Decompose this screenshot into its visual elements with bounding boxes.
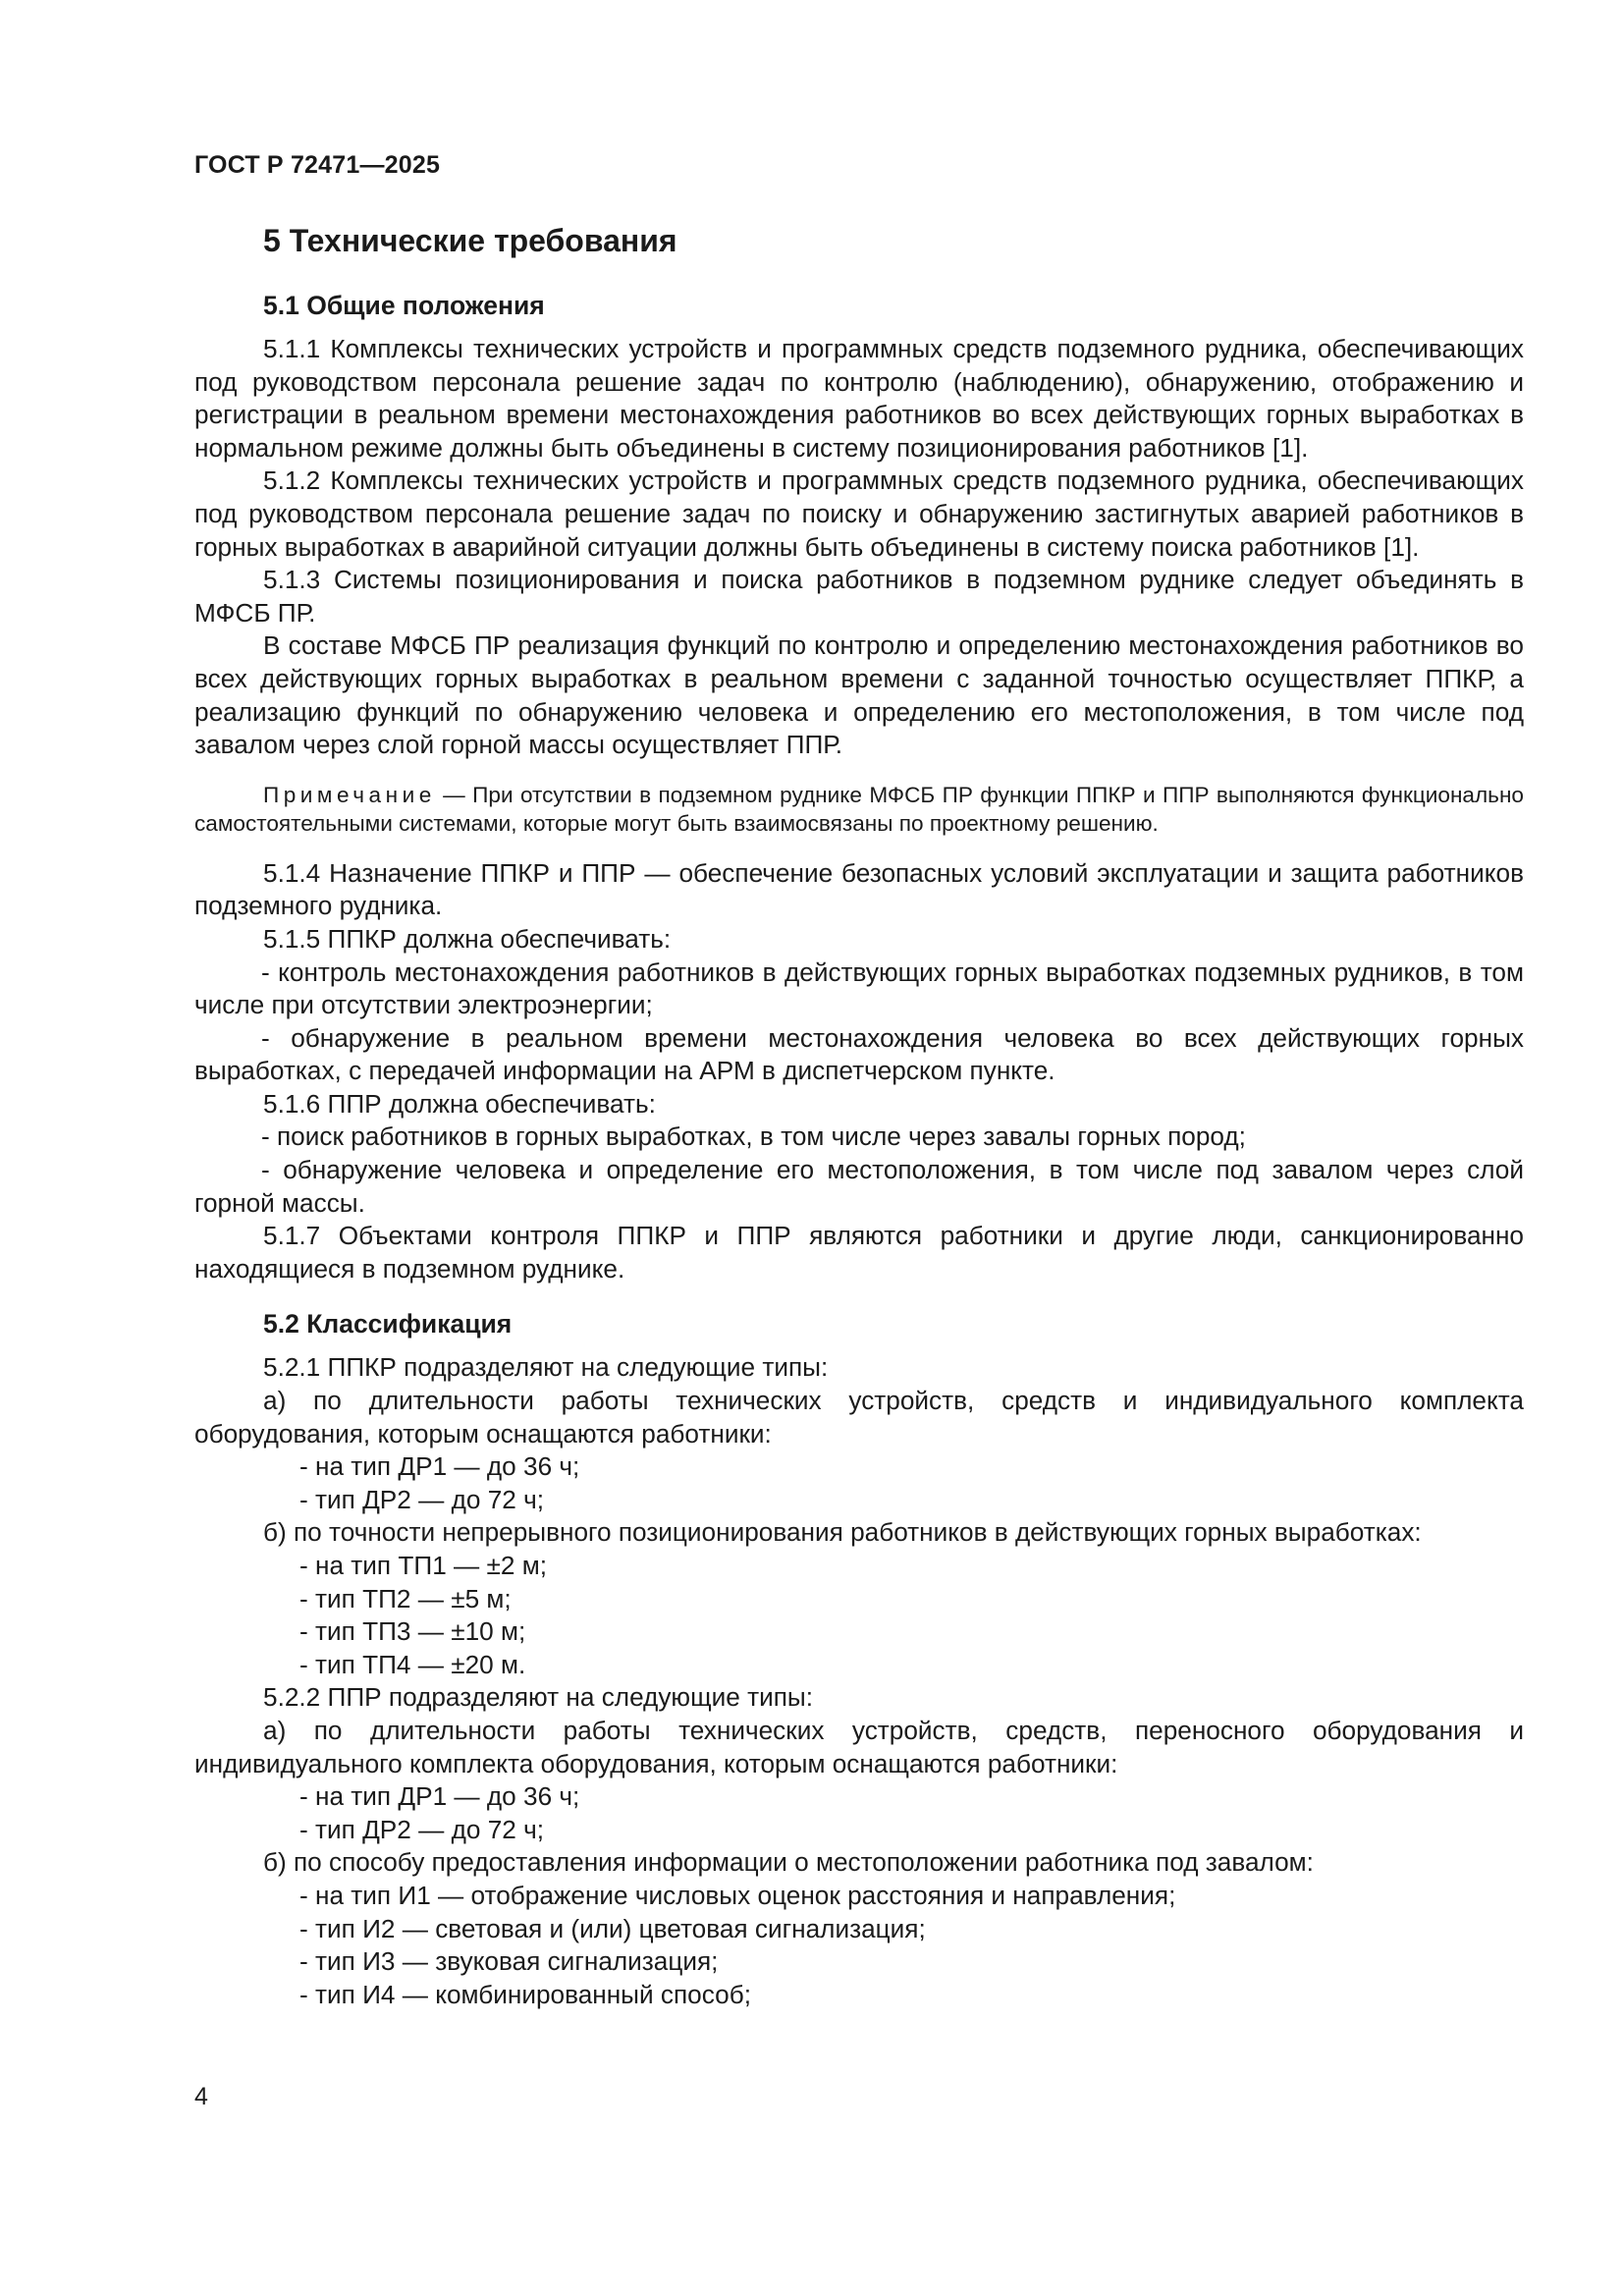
subsection-title-general: 5.1 Общие положения <box>263 291 545 320</box>
list-item: - тип ДР2 — до 72 ч; <box>299 1484 545 1514</box>
paragraph-mfsb-composition: В составе МФСБ ПР реализация функций по контролю и определению местонахождения работников во всех действующих горных выработках в реальном времени с заданной точностью осуществляет ППКР, а реализацию функций по обнаружению человека и определению его местоположения, в том числе под завалом через слой горной массы осуществляет ППР. <box>194 630 1524 760</box>
paragraph-5-2-1: 5.2.1 ППКР подразделяют на следующие типы: <box>263 1352 829 1383</box>
list-item: - обнаружение в реальном времени местонахождения человека во всех действующих горных выработках, с передачей информации на АРМ в диспетчерском пункте. <box>194 1022 1524 1086</box>
list-item: - тип ТП3 — ±10 м; <box>299 1616 526 1647</box>
paragraph-5-1-5: 5.1.5 ППКР должна обеспечивать: <box>263 923 672 954</box>
list-item: - контроль местонахождения работников в действующих горных выработках подземных рудников, в том числе при отсутствии электроэнергии; <box>194 957 1524 1020</box>
paragraph-5-1-2: 5.1.2 Комплексы технических устройств и программных средств подземного рудника, обеспечивающих под руководством персонала решение задач по поиску и обнаружению застигнутых аварией работников в горных выработках в аварийной ситуации должны быть объединены в систему поиска работников [1]. <box>194 465 1524 562</box>
paragraph-5-1-1: 5.1.1 Комплексы технических устройств и программных средств подземного рудника, обеспечивающих под руководством персонала решение задач по контролю (наблюдению), обнаружению, отображению и регистрации в реальном времени местонахождения работников во всех действующих горных выработках в нормальном режиме должны быть объединены в систему позиционирования работников [1]. <box>194 334 1524 463</box>
note-paragraph <box>194 781 1524 838</box>
list-item: - на тип ДР1 — до 36 ч; <box>299 1451 580 1482</box>
paragraph-5-1-6: 5.1.6 ППР должна обеспечивать: <box>263 1088 656 1119</box>
document-id-header: ГОСТ Р 72471—2025 <box>194 151 441 179</box>
list-item: - обнаружение человека и определение его местоположения, в том числе под завалом через слой горной массы. <box>194 1155 1524 1218</box>
paragraph-5-1-7: 5.1.7 Объектами контроля ППКР и ППР являются работники и другие люди, санкционированно находящиеся в подземном руднике. <box>194 1221 1524 1284</box>
list-item: - тип ТП2 — ±5 м; <box>299 1583 512 1613</box>
note-text: — При отсутствии в подземном руднике МФСБ ПР функции ППКР и ППР выполняются функционально самостоятельными системами, которые могут быть взаимосвязаны по проектному решению. <box>194 782 1524 836</box>
list-item: - поиск работников в горных выработках, в том числе через завалы горных пород; <box>261 1121 1246 1152</box>
document-body <box>194 221 1524 2011</box>
paragraph-5-1-3: 5.1.3 Системы позиционирования и поиска работников в подземном руднике следует объединять в МФСБ ПР. <box>194 565 1524 628</box>
list-item: - тип ТП4 — ±20 м. <box>299 1649 526 1679</box>
paragraph-5-1-4: 5.1.4 Назначение ППКР и ППР — обеспечение безопасных условий эксплуатации и защита работников подземного рудника. <box>194 857 1524 921</box>
subsection-title-classification: 5.2 Классификация <box>263 1309 513 1339</box>
note-label: Примечание <box>263 782 436 807</box>
list-item-b: б) по точности непрерывного позиционирования работников в действующих горных выработках: <box>263 1517 1422 1548</box>
list-item-a: а) по длительности работы технических устройств, средств и индивидуального комплекта оборудования, которым оснащаются работники: <box>194 1386 1524 1449</box>
section-title: 5 Технические требования <box>263 223 677 258</box>
list-item-a: а) по длительности работы технических устройств, средств, переносного оборудования и индивидуального комплекта оборудования, которым оснащаются работники: <box>194 1715 1524 1778</box>
list-item: - на тип ДР1 — до 36 ч; <box>299 1781 580 1812</box>
list-item: - на тип И1 — отображение числовых оценок расстояния и направления; <box>299 1880 1176 1910</box>
list-item: - тип И4 — комбинированный способ; <box>299 1979 751 2009</box>
list-item: - тип ДР2 — до 72 ч; <box>299 1814 545 1844</box>
list-item: - тип И2 — световая и (или) цветовая сигнализация; <box>299 1913 926 1943</box>
list-item: - на тип ТП1 — ±2 м; <box>299 1551 547 1580</box>
paragraph-5-2-2: 5.2.2 ППР подразделяют на следующие типы: <box>263 1682 813 1713</box>
list-item-b: б) по способу предоставления информации о местоположении работника под завалом: <box>263 1847 1314 1878</box>
page-number: 4 <box>194 2083 208 2110</box>
list-item: - тип И3 — звуковая сигнализация; <box>299 1946 719 1977</box>
